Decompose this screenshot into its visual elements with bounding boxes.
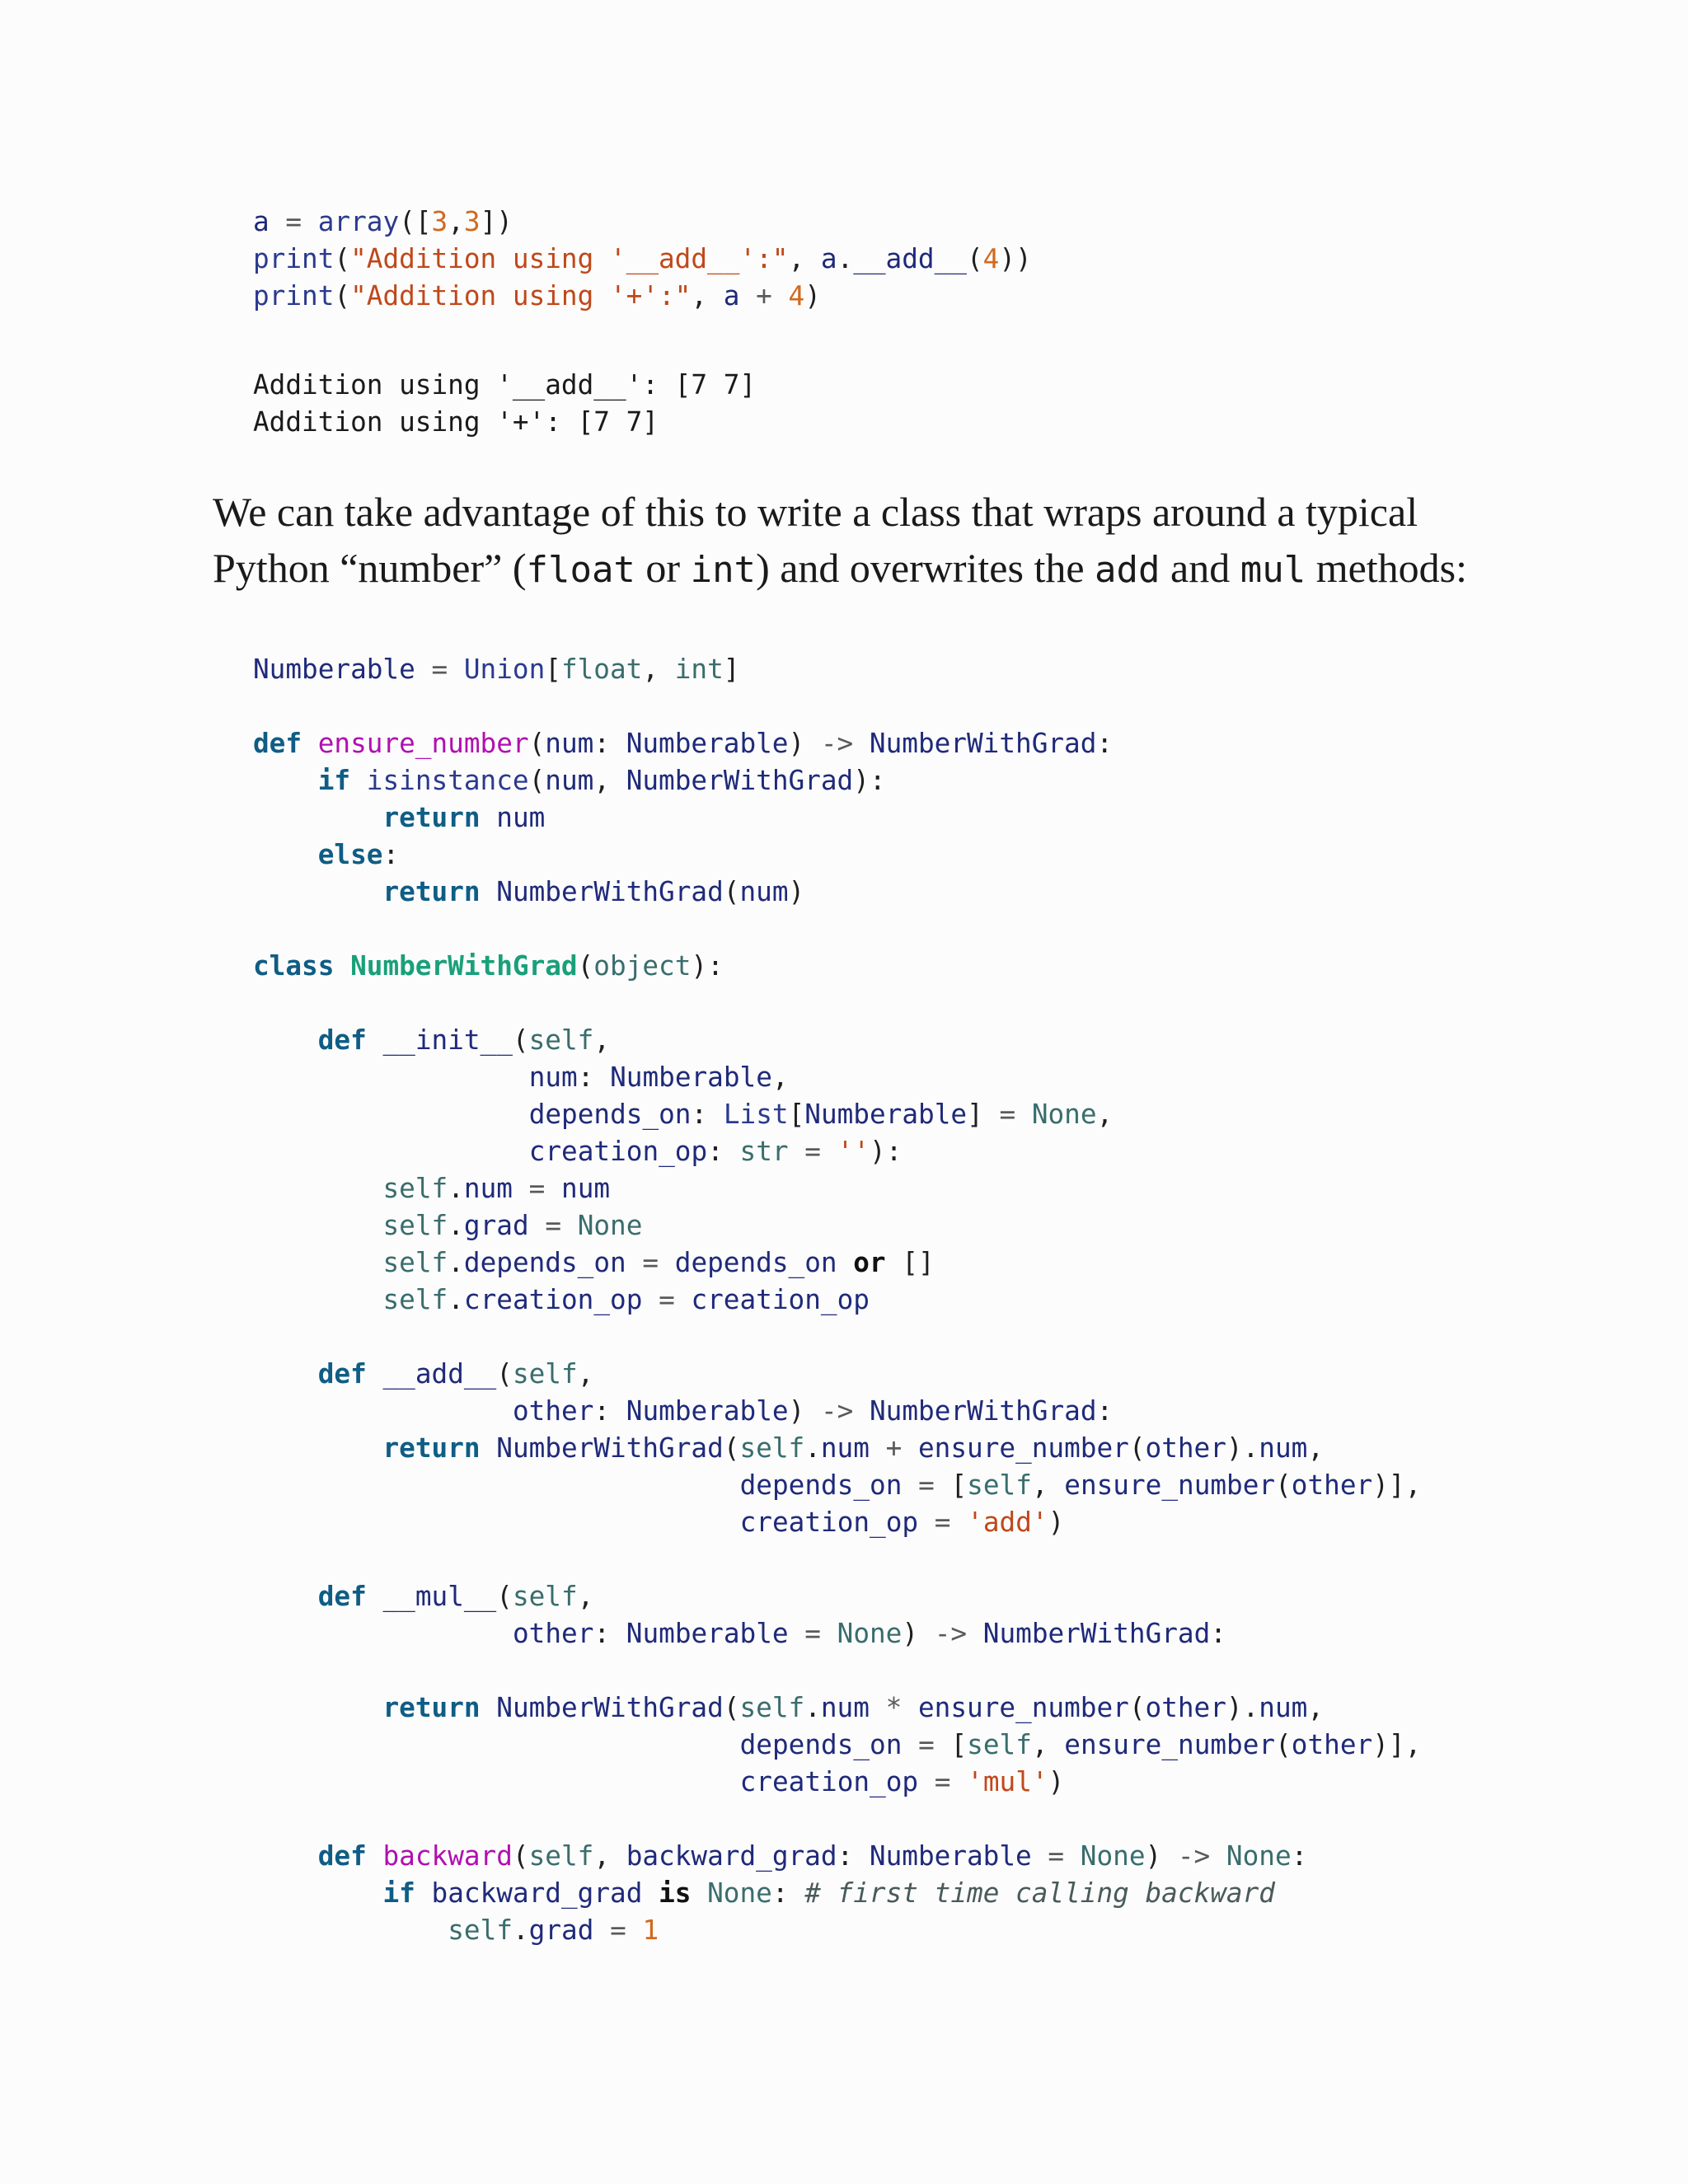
code-line [253, 911, 1421, 948]
inline-code-int: int [690, 549, 757, 591]
prose-text: ) and overwrites the [756, 545, 1095, 591]
code-line: self.depends_on = depends_on or [] [382, 1247, 935, 1278]
code-line: return NumberWithGrad(self.num + ensure_number(other).num, [382, 1432, 1325, 1464]
code-line: Addition using '+': [7 7] [253, 406, 659, 438]
inline-code-add: add [1095, 549, 1160, 591]
code-line: def backward(self, backward_grad: Numberable = None) -> None: [317, 1840, 1308, 1872]
inline-code-mul: mul [1240, 549, 1306, 591]
code-line: def __add__(self, [317, 1358, 594, 1390]
code-line: a = array([3,3]) [253, 206, 513, 237]
code-line: def ensure_number(num: Numberable) -> NumberWithGrad: [253, 728, 1114, 759]
prose-text: We can take advantage of this to write a class that wraps around a typical Python “number” ( [213, 489, 1418, 591]
code-line: if isinstance(num, NumberWithGrad): [317, 765, 886, 796]
code-line: return NumberWithGrad(num) [382, 876, 805, 907]
code-line [253, 1541, 1421, 1578]
code-block-1 [253, 204, 1032, 315]
prose-text: methods: [1306, 545, 1468, 591]
code-line: if backward_grad is None: # first time calling backward [382, 1877, 1275, 1909]
code-line: depends_on: List[Numberable] = None, [528, 1099, 1114, 1130]
code-line: self.grad = None [382, 1210, 643, 1241]
code-line: creation_op = 'mul') [739, 1766, 1065, 1797]
code-line: return NumberWithGrad(self.num * ensure_number(other).num, [382, 1692, 1325, 1723]
code-line: Numberable = Union[float, int] [253, 654, 740, 685]
code-line [253, 1652, 1421, 1690]
inline-code-float: float [526, 549, 635, 591]
code-line: creation_op = 'add') [739, 1507, 1065, 1538]
code-line: return num [382, 802, 546, 833]
code-line: creation_op: str = ''): [528, 1136, 903, 1167]
code-line: depends_on = [self, ensure_number(other)], [739, 1729, 1422, 1760]
code-line: num: Numberable, [528, 1062, 789, 1093]
code-line [253, 1801, 1421, 1838]
prose-paragraph [213, 484, 1498, 598]
code-line: other: Numberable) -> NumberWithGrad: [513, 1395, 1114, 1427]
code-line [253, 985, 1421, 1022]
code-line: self.grad = 1 [448, 1915, 659, 1946]
code-line [253, 688, 1421, 725]
prose-text: and [1160, 545, 1240, 591]
output-block-1 [253, 367, 756, 441]
code-block-2 [253, 651, 1421, 1949]
code-line: self.creation_op = creation_op [382, 1284, 870, 1315]
code-line: other: Numberable = None) -> NumberWithGrad: [513, 1618, 1226, 1649]
code-line: print("Addition using '+':", a + 4) [253, 280, 821, 312]
code-line: self.num = num [382, 1173, 611, 1204]
prose-text: or [635, 545, 691, 591]
code-line: else: [317, 839, 400, 870]
code-line: def __init__(self, [317, 1024, 611, 1056]
code-line: depends_on = [self, ensure_number(other)], [739, 1469, 1422, 1501]
code-line: def __mul__(self, [317, 1581, 594, 1612]
code-line: print("Addition using '__add__':", a.__add__(4)) [253, 243, 1032, 274]
code-line: Addition using '__add__': [7 7] [253, 369, 757, 401]
code-line: class NumberWithGrad(object): [253, 950, 724, 982]
code-line [253, 1319, 1421, 1356]
